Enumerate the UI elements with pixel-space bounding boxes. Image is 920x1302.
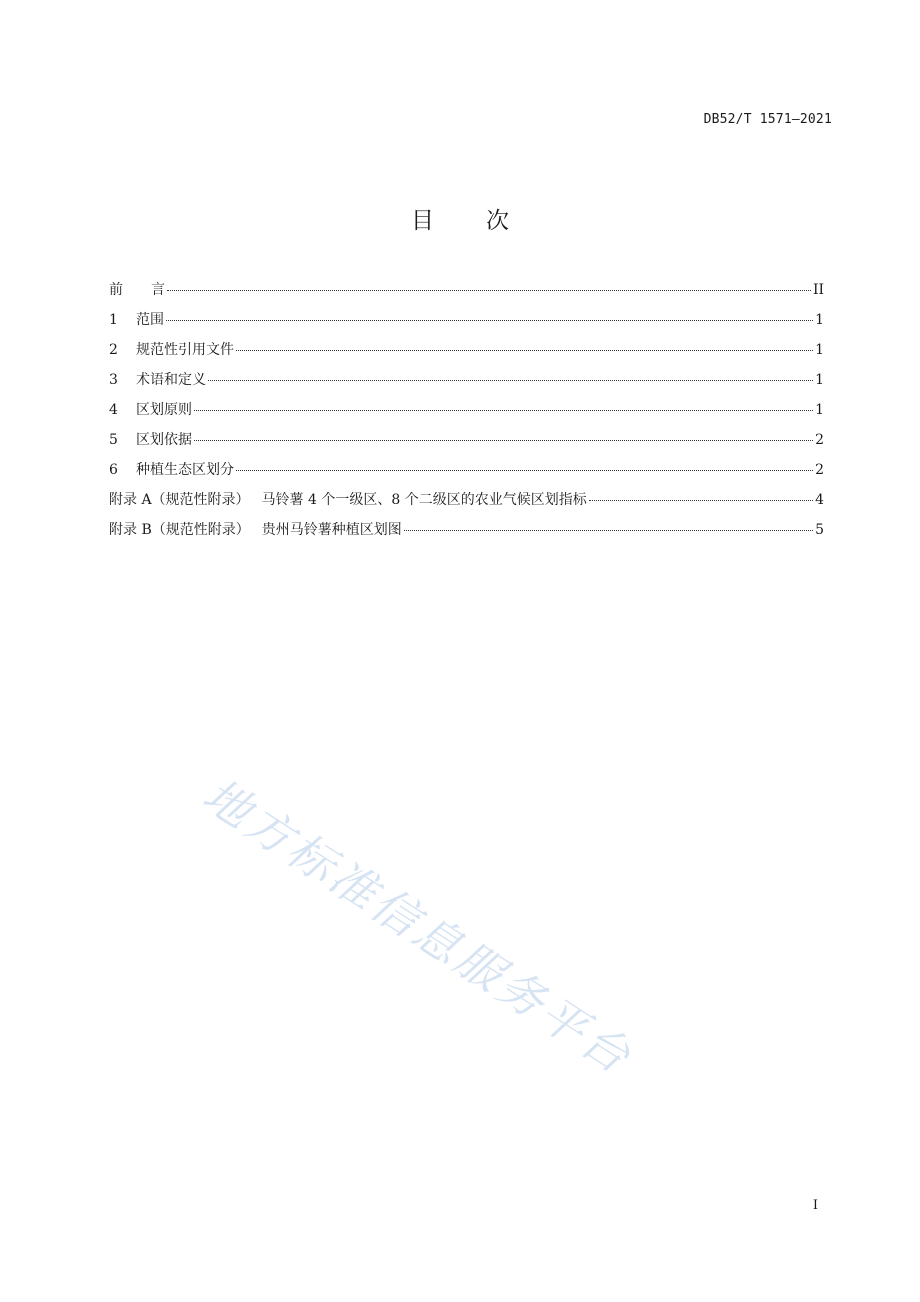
toc-leader-dots <box>208 380 813 381</box>
toc-page-number: 1 <box>815 312 824 328</box>
toc-entry-label: 前 言 <box>109 282 165 298</box>
page-number: I <box>812 1198 818 1213</box>
toc-page-number: 2 <box>815 432 824 448</box>
toc-entry-number: 3 <box>109 372 118 388</box>
appendix-title: 马铃薯 4 个一级区、8 个二级区的农业气候区划指标 <box>261 492 587 508</box>
toc-leader-dots <box>166 320 813 321</box>
toc-entry-appendix-a[interactable] <box>109 489 824 519</box>
toc-entry-label: 区划原则 <box>136 402 192 418</box>
toc-page-number: 1 <box>815 402 824 418</box>
toc-entry-label: 规范性引用文件 <box>136 342 234 358</box>
title-char-left: 目 <box>411 208 434 234</box>
standard-code: DB52/T 1571—2021 <box>703 112 832 127</box>
appendix-prefix: 附录 A（规范性附录） <box>109 492 250 508</box>
toc-entry-2[interactable] <box>109 339 824 369</box>
appendix-prefix: 附录 B（规范性附录） <box>109 522 250 538</box>
toc-entry-number: 2 <box>109 342 118 358</box>
toc-page-number: 2 <box>815 462 824 478</box>
toc-page-number: 4 <box>815 492 824 508</box>
toc-entry-4[interactable] <box>109 399 824 429</box>
toc-entry-label: 区划依据 <box>136 432 192 448</box>
toc-entry-6[interactable] <box>109 459 824 489</box>
toc-entry-label: 种植生态区划分 <box>136 462 234 478</box>
toc-entry-number: 6 <box>109 462 118 478</box>
toc-leader-dots <box>236 350 813 351</box>
toc-page-number: 5 <box>815 522 824 538</box>
toc-entry-label: 范围 <box>136 312 164 328</box>
toc-page-number: II <box>812 282 824 298</box>
toc-leader-dots <box>194 440 813 441</box>
toc-entry-3[interactable] <box>109 369 824 399</box>
toc-leader-dots <box>589 500 813 501</box>
title-char-right: 次 <box>486 208 509 234</box>
toc-page-number: 1 <box>815 342 824 358</box>
toc-entry-foreword[interactable] <box>109 279 824 309</box>
toc-page-number: 1 <box>815 372 824 388</box>
toc-entry-5[interactable] <box>109 429 824 459</box>
toc-entry-label: 术语和定义 <box>136 372 206 388</box>
appendix-title: 贵州马铃薯种植区划图 <box>261 522 402 538</box>
toc-entry-appendix-b[interactable] <box>109 519 824 549</box>
toc-entry-number: 1 <box>109 312 118 328</box>
toc-entry-number: 4 <box>109 402 118 418</box>
toc-entry-number: 5 <box>109 432 118 448</box>
table-of-contents <box>109 279 824 549</box>
toc-entry-1[interactable] <box>109 309 824 339</box>
toc-leader-dots <box>404 530 813 531</box>
toc-leader-dots <box>236 470 813 471</box>
toc-leader-dots <box>167 290 811 291</box>
page-title <box>0 202 920 235</box>
watermark: 地方标准信息服务平台 <box>193 767 643 1086</box>
toc-leader-dots <box>194 410 813 411</box>
